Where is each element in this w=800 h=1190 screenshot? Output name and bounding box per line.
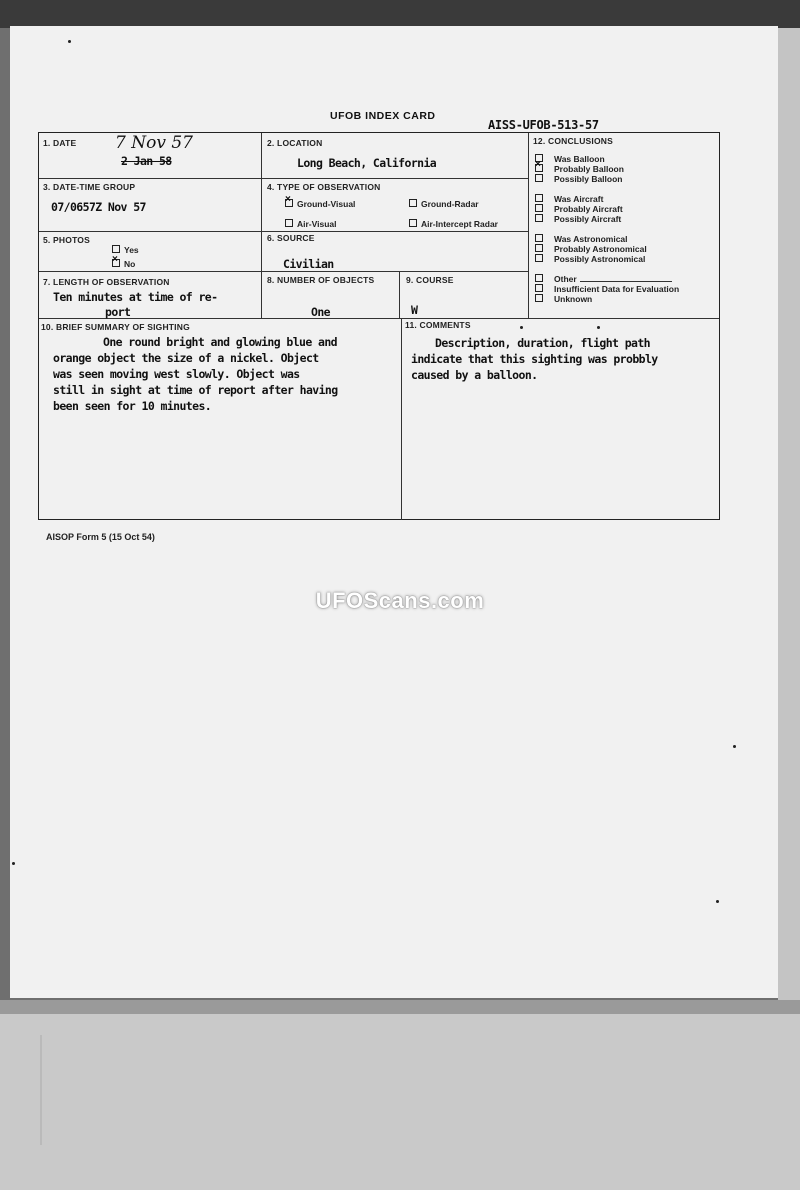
- objects-value: One: [311, 305, 330, 319]
- divider: [261, 133, 262, 318]
- film-right-edge: [778, 28, 800, 1000]
- divider: [39, 178, 528, 179]
- date-handwritten: 7 Nov 57: [115, 133, 193, 153]
- objects-label: 8. NUMBER OF OBJECTS: [267, 275, 375, 285]
- option-air-visual: Air-Visual: [285, 219, 337, 229]
- film-lower-area: [0, 1000, 800, 1190]
- conclusion-was-aircraft: Was Aircraft: [535, 194, 603, 204]
- checkbox-icon: [535, 274, 543, 282]
- conclusion-possibly-aircraft: Possibly Aircraft: [535, 214, 621, 224]
- conclusion-was-balloon: Was Balloon: [535, 154, 605, 164]
- checkbox-icon: [535, 194, 543, 202]
- length-value-line1: Ten minutes at time of re-: [53, 290, 218, 304]
- checked-box-icon: [112, 259, 120, 267]
- conclusion-insufficient-data: Insufficient Data for Evaluation: [535, 284, 679, 294]
- location-value: Long Beach, California: [297, 156, 437, 170]
- divider: [39, 271, 528, 272]
- checkbox-icon: [409, 219, 417, 227]
- summary-line-1: One round bright and glowing blue and: [103, 335, 337, 349]
- location-label: 2. LOCATION: [267, 138, 323, 148]
- datetime-group-value: 07/0657Z Nov 57: [51, 200, 146, 214]
- comments-line-2: indicate that this sighting was probbly: [411, 352, 658, 366]
- checkbox-icon: [535, 204, 543, 212]
- length-value-line2: port: [105, 305, 131, 319]
- film-lower-edge: [0, 1000, 800, 1014]
- option-air-intercept-radar: Air-Intercept Radar: [409, 219, 498, 229]
- conclusion-was-astronomical: Was Astronomical: [535, 234, 628, 244]
- checkbox-icon: [285, 219, 293, 227]
- scan-speck: [733, 745, 736, 748]
- form-identifier: AISOP Form 5 (15 Oct 54): [46, 532, 155, 542]
- scan-speck: [520, 326, 523, 329]
- checkbox-icon: [535, 294, 543, 302]
- checkbox-icon: [535, 234, 543, 242]
- conclusion-possibly-astronomical: Possibly Astronomical: [535, 254, 645, 264]
- card-number: AISS-UFOB-513-57: [488, 118, 599, 132]
- film-top-edge: [0, 0, 800, 28]
- checkbox-icon: [535, 284, 543, 292]
- checkbox-icon: [535, 244, 543, 252]
- summary-line-2: orange object the size of a nickel. Object: [53, 351, 319, 365]
- card-title: UFOB INDEX CARD: [330, 110, 436, 122]
- checkbox-icon: [112, 245, 120, 253]
- summary-line-5: been seen for 10 minutes.: [53, 399, 212, 413]
- length-label: 7. LENGTH OF OBSERVATION: [43, 277, 170, 287]
- photos-yes: Yes: [112, 245, 139, 255]
- source-value: Civilian: [283, 257, 334, 271]
- scan-speck: [68, 40, 71, 43]
- scan-speck: [12, 862, 15, 865]
- bleed-through-mark: [40, 1035, 102, 1145]
- option-ground-visual: × Ground-Visual: [285, 199, 355, 209]
- summary-line-4: still in sight at time of report after having: [53, 383, 338, 397]
- divider: [39, 231, 528, 232]
- date-label: 1. DATE: [43, 138, 77, 148]
- scan-speck: [597, 326, 600, 329]
- divider: [39, 318, 719, 319]
- comments-label: 11. COMMENTS: [405, 320, 471, 330]
- conclusion-other: Other: [535, 274, 672, 284]
- comments-line-1: Description, duration, flight path: [435, 336, 651, 350]
- checked-box-icon: [285, 199, 293, 207]
- course-value: W: [411, 303, 418, 317]
- date-struck: 2 Jan 58: [121, 154, 172, 168]
- photos-label: 5. PHOTOS: [43, 235, 90, 245]
- source-label: 6. SOURCE: [267, 233, 315, 243]
- conclusion-unknown: Unknown: [535, 294, 592, 304]
- conclusions-label: 12. CONCLUSIONS: [533, 136, 613, 146]
- summary-label: 10. BRIEF SUMMARY OF SIGHTING: [41, 322, 190, 332]
- summary-line-3: was seen moving west slowly. Object was: [53, 367, 300, 381]
- watermark: UFOScans.com: [315, 588, 485, 613]
- index-card: [38, 132, 720, 520]
- comments-line-3: caused by a balloon.: [411, 368, 538, 382]
- checkbox-icon: [535, 214, 543, 222]
- checked-box-icon: [535, 164, 543, 172]
- divider: [528, 133, 529, 318]
- photos-no: ×No: [112, 259, 135, 269]
- conclusion-probably-astronomical: Probably Astronomical: [535, 244, 647, 254]
- course-label: 9. COURSE: [406, 275, 454, 285]
- conclusion-possibly-balloon: Possibly Balloon: [535, 174, 623, 184]
- scan-speck: [716, 900, 719, 903]
- conclusion-probably-balloon: ×Probably Balloon: [535, 164, 624, 174]
- datetime-group-label: 3. DATE-TIME GROUP: [43, 182, 136, 192]
- checkbox-icon: [535, 254, 543, 262]
- divider: [399, 271, 400, 319]
- conclusion-probably-aircraft: Probably Aircraft: [535, 204, 623, 214]
- checkbox-icon: [535, 174, 543, 182]
- checkbox-icon: [409, 199, 417, 207]
- observation-type-label: 4. TYPE OF OBSERVATION: [267, 182, 381, 192]
- option-ground-radar: Ground-Radar: [409, 199, 479, 209]
- divider: [401, 318, 402, 520]
